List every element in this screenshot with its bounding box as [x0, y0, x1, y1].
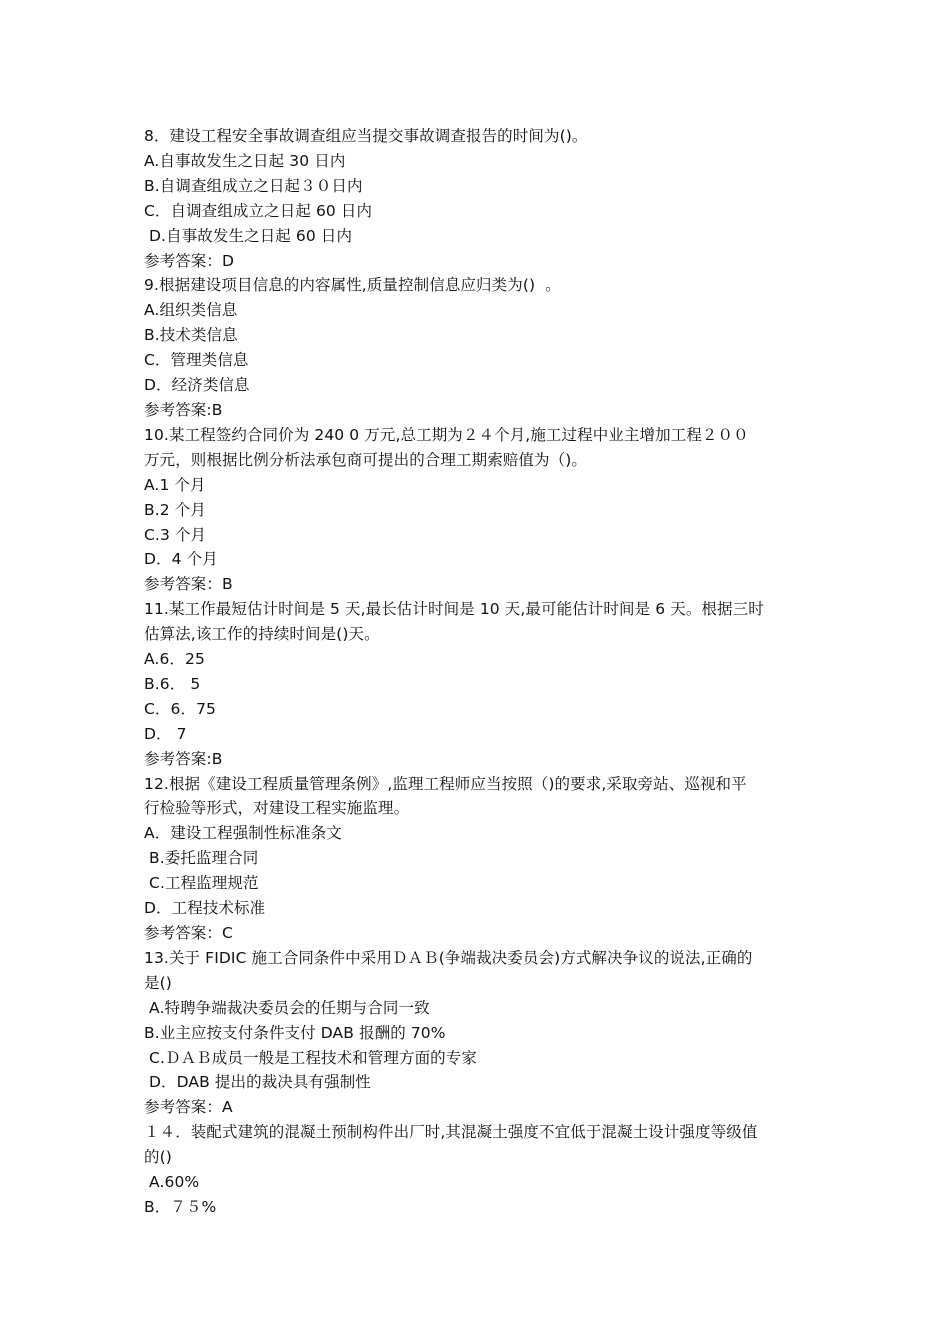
question-11-option-c: C．6．75: [144, 699, 217, 718]
question-11-stem-line-1: 11.某工作最短估计时间是 5 天,最长估计时间是 10 天,最可能估计时间是 6 天。根据三时: [144, 600, 764, 619]
question-10-option-d: D．4 个月: [144, 550, 218, 569]
question-12-option-b: B.委托监理合同: [144, 849, 259, 868]
question-9-option-b: B.技术类信息: [144, 326, 238, 345]
question-12-stem-line-1: 12.根据《建设工程质量管理条例》,监理工程师应当按照（)的要求,采取旁站、巡视和平: [144, 774, 747, 793]
question-10-answer: 参考答案：B: [144, 575, 233, 594]
question-14-option-a: A.60%: [144, 1173, 200, 1192]
question-8-answer: 参考答案：D: [144, 251, 235, 270]
question-9-answer: 参考答案:B: [144, 400, 223, 419]
question-11-option-b: B.6． 5: [144, 674, 201, 693]
question-8-option-b: B.自调查组成立之日起３０日内: [144, 176, 363, 195]
question-12-option-a: A．建设工程强制性标准条文: [144, 824, 342, 843]
question-11-answer: 参考答案:B: [144, 749, 223, 768]
question-8-stem: 8．建设工程安全事故调查组应当提交事故调查报告的时间为()。: [144, 127, 588, 145]
question-10-stem-line-2: 万元，则根据比例分析法承包商可提出的合理工期索赔值为（)。: [144, 450, 587, 469]
question-10-option-c: C.3 个月: [144, 525, 207, 544]
question-12-option-c: C.工程监理规范: [144, 874, 259, 893]
question-13-stem-line-1: 13.关于 FIDIC 施工合同条件中采用ＤＡＢ(争端裁决委员会)方式解决争议的说法,正确的: [144, 948, 753, 967]
question-9-option-c: C．管理类信息: [144, 351, 249, 370]
question-11-option-a: A.6．25: [144, 650, 205, 669]
question-12-option-d: D．工程技术标准: [144, 899, 266, 918]
question-13-option-c: C.ＤＡＢ成员一般是工程技术和管理方面的专家: [144, 1048, 477, 1067]
question-8-option-c: C．自调查组成立之日起 60 日内: [144, 201, 373, 220]
question-10-option-b: B.2 个月: [144, 500, 206, 519]
question-8-option-d: D.自事故发生之日起 60 日内: [144, 226, 353, 245]
question-10-stem-line-1: 10.某工程签约合同价为 240 0 万元,总工期为２４个月,施工过程中业主增加工程２００: [144, 425, 749, 444]
question-14-stem-line-1: １４．装配式建筑的混凝土预制构件出厂时,其混凝土强度不宜低于混凝土设计强度等级值: [144, 1123, 758, 1142]
question-10-option-a: A.1 个月: [144, 475, 206, 494]
document-page: [144, 124, 814, 1220]
question-13-option-a: A.特聘争端裁决委员会的任期与合同一致: [144, 998, 430, 1017]
question-14-stem-line-2: 的(): [144, 1148, 172, 1167]
question-13-option-d: D．DAB 提出的裁决具有强制性: [144, 1073, 371, 1092]
question-9-stem: 9.根据建设项目信息的内容属性,质量控制信息应归类为() 。: [144, 276, 561, 295]
question-13-option-b: B.业主应按支付条件支付 DAB 报酬的 70%: [144, 1023, 446, 1042]
question-9-option-a: A.组织类信息: [144, 301, 238, 320]
question-12-stem-line-2: 行检验等形式，对建设工程实施监理。: [144, 799, 410, 818]
question-13-answer: 参考答案：A: [144, 1098, 233, 1117]
question-11-option-d: D． 7: [144, 724, 187, 743]
question-8-option-a: A.自事故发生之日起 30 日内: [144, 151, 346, 170]
question-13-stem-line-2: 是(): [144, 973, 172, 992]
question-11-stem-line-2: 估算法,该工作的持续时间是()天。: [144, 625, 380, 644]
question-9-option-d: D．经济类信息: [144, 376, 250, 395]
question-14-option-b: B．７５%: [144, 1197, 217, 1216]
question-12-answer: 参考答案：C: [144, 924, 233, 942]
